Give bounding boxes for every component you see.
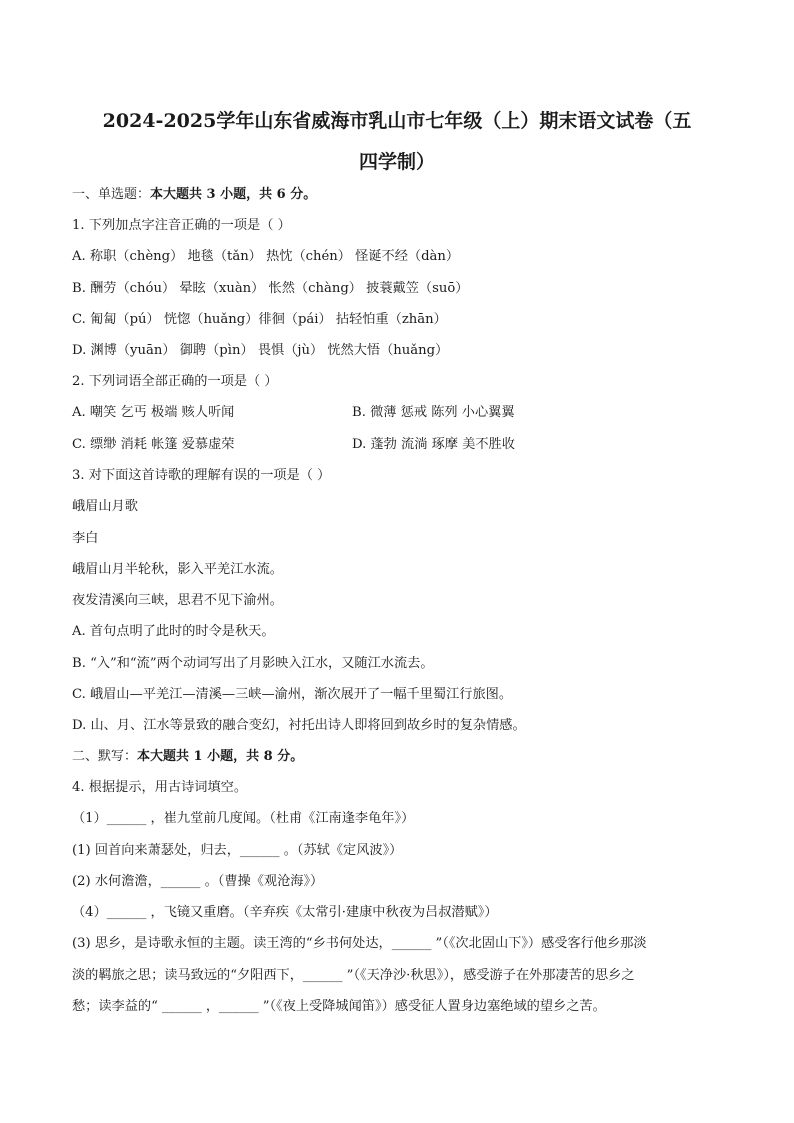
section-1-prefix: 一、单选题： [72, 187, 151, 202]
question-4-line-7: 愁；读李益的“ ______ ，______ ”（《夜上受降城闻笛》）感受征人置身边塞绝域的望乡之苦。 [72, 999, 606, 1014]
question-2-option-a: A. 嘲笑 乞丐 极端 赅人听闻 [72, 405, 235, 420]
poem-title: 峨眉山月歌 [72, 499, 138, 514]
question-3-stem: 3. 对下面这首诗歌的理解有误的一项是（ ） [72, 468, 331, 483]
question-1-option-c: C. 匍匐（pú） 恍惚（huǎng）徘徊（pái） 拈轻怕重（zhān） [72, 312, 447, 327]
question-2-option-c: C. 缥缈 消耗 帐篷 爱慕虚荣 [72, 437, 235, 452]
exam-title-line2: 四学制） [358, 151, 435, 173]
section-2-info: 本大题共 1 小题，共 8 分。 [137, 749, 304, 764]
question-3-option-d: D. 山、月、江水等景致的融合变幻，衬托出诗人即将回到故乡时的复杂情感。 [72, 718, 526, 733]
question-1-option-d: D. 渊博（yuān） 御聘（pìn） 畏惧（jù） 恍然大悟（huǎng） [72, 343, 449, 358]
question-3-option-a: A. 首句点明了此时的时令是秋天。 [72, 624, 275, 639]
section-2-prefix: 二、默写： [72, 749, 138, 764]
question-2-option-b: B. 微薄 惩戒 陈列 小心翼翼 [352, 405, 515, 420]
section-heading-2 [72, 748, 303, 766]
question-1-option-b: B. 酬劳（chóu） 晕眩（xuàn） 怅然（chàng） 披蓑戴笠（suō） [72, 281, 469, 296]
question-4-line-3: (2) 水何澹澹，______ 。（曹操《观沧海》） [72, 874, 324, 889]
section-heading-1 [72, 186, 316, 204]
section-1-info: 本大题共 3 小题，共 6 分。 [150, 187, 317, 202]
poem-line-2: 夜发清溪向三峡，思君不见下渝州。 [72, 593, 283, 608]
poem-line-1: 峨眉山月半轮秋，影入平羌江水流。 [72, 562, 283, 577]
exam-title-line1: 2024-2025学年山东省威海市乳山市七年级（上）期末语文试卷（五 [102, 110, 692, 132]
question-1-stem: 1. 下列加点字注音正确的一项是（ ） [72, 218, 291, 233]
question-1-option-a: A. 称职（chèng） 地毯（tǎn） 热忱（chén） 怪诞不经（dàn） [72, 249, 460, 264]
question-4-line-4: （4）______ ，飞镜又重磨。（辛弃疾《太常引·建康中秋夜为吕叔潜赋》） [72, 905, 498, 920]
question-2-row-2 [72, 436, 515, 454]
question-3-option-b: B. “入”和“流”两个动词写出了月影映入江水，又随江水流去。 [72, 656, 434, 671]
question-2-option-d: D. 蓬勃 流淌 琢摩 美不胜收 [352, 437, 515, 452]
question-4-line-6: 淡的羁旅之思；读马致远的“夕阳西下，______ ”（《天净沙·秋思》），感受游子在外那凄苦的思乡之 [72, 968, 635, 983]
question-4-line-2: (1) 回首向来萧瑟处，归去，______ 。（苏轼《定风波》） [72, 843, 403, 858]
question-2-stem: 2. 下列词语全部正确的一项是（ ） [72, 374, 278, 389]
question-2-row-1 [72, 404, 515, 422]
question-4-line-1: （1）______ ，崔九堂前几度闻。（杜甫《江南逢李龟年》） [72, 811, 415, 826]
poem-author: 李白 [72, 531, 99, 546]
question-3-option-c: C. 峨眉山—平羌江—清溪—三峡—渝州，渐次展开了一幅千里蜀江行旅图。 [72, 687, 513, 702]
question-4-stem: 4. 根据提示，用古诗词填空。 [72, 780, 248, 795]
question-4-line-5: (3) 思乡，是诗歌永恒的主题。读王湾的“乡书何处达，______ ”（《次北固山下》）感受客行他乡那淡 [72, 936, 647, 951]
